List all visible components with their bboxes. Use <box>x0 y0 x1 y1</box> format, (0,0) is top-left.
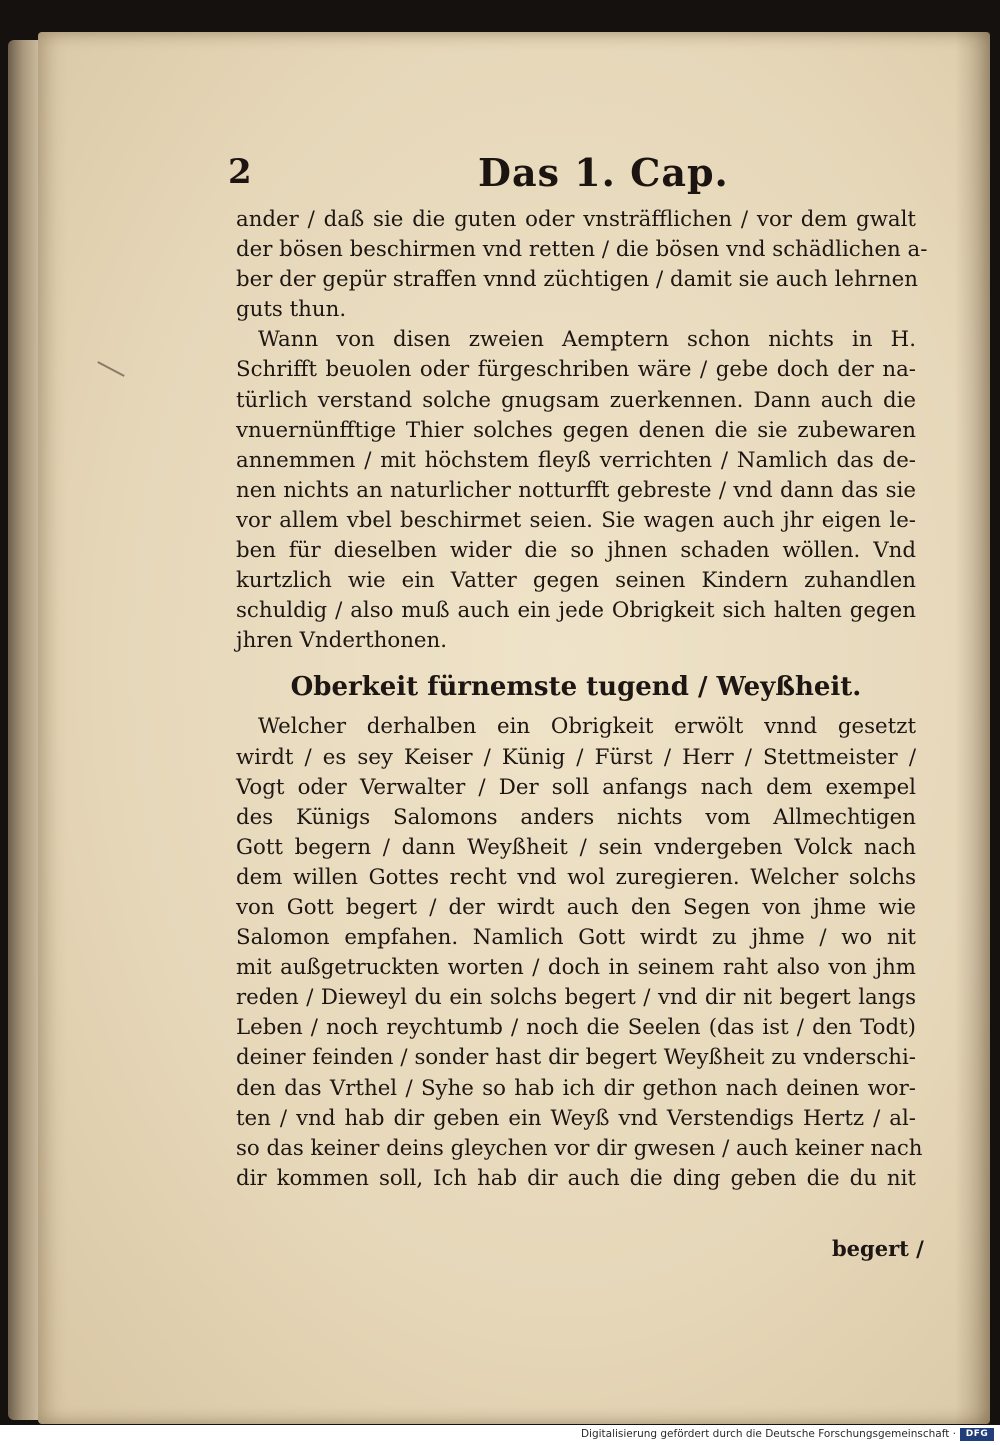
text-line: schuldig / also muß auch ein jede Obrigkeit sich halten gegen <box>236 598 916 624</box>
text-line: ander / daß sie die guten oder vnsträfflichen / vor dem gwalt <box>236 207 916 232</box>
text-line: Salomon empfahen. Namlich Gott wirdt zu jhme / wo nit <box>236 925 916 951</box>
text-line: der bösen beschirmen vnd retten / die bösen vnd schädlichen a- <box>236 237 928 263</box>
text-line: vnuernünfftige Thier solches gegen denen die sie zubewaren <box>236 417 916 443</box>
section-heading: Oberkeit fürnemste tugend / Weyßheit. <box>290 672 862 703</box>
text-line: den das Vrthel / Syhe so hab ich dir gethon nach deinen wor- <box>236 1075 916 1101</box>
text-line: kurtzlich wie ein Vatter gegen seinen Kindern zuhandlen <box>236 568 916 594</box>
text-line: nen nichts an naturlicher notturfft gebreste / vnd dann das sie <box>236 477 916 503</box>
text-line: dem willen Gottes recht vnd wol zuregieren. Welcher solchs <box>236 864 916 890</box>
text-line: von Gott begert / der wirdt auch den Segen von jhme wie <box>236 894 916 920</box>
text-line: reden / Dieweyl du ein solchs begert / vnd dir nit begert langs <box>236 985 916 1011</box>
text-line: dir kommen soll, Ich hab dir auch die ding geben die du nit <box>236 1165 916 1191</box>
text-line: vor allem vbel beschirmet seien. Sie wagen auch jhr eigen le- <box>236 507 916 533</box>
text-line: ben für dieselben wider die so jhnen schaden wöllen. Vnd <box>236 538 916 564</box>
text-line: mit außgetruckten worten / doch in seinem raht also von jhm <box>236 955 916 981</box>
catchword: begert / <box>832 1236 924 1261</box>
text-line: des Künigs Salomons anders nichts vom Allmechtigen <box>236 804 916 830</box>
page-header <box>228 152 918 202</box>
funding-credit: Digitalisierung gefördert durch die Deutsche Forschungsgemeinschaft · <box>580 1428 956 1440</box>
text-line: Vogt oder Verwalter / Der soll anfangs nach dem exempel <box>236 774 916 800</box>
text-line: türlich verstand solche gnugsam zuerkennen. Dann auch die <box>236 387 916 413</box>
page-number: 2 <box>228 152 252 192</box>
text-line: Schrifft beuolen oder fürgeschriben wäre / gebe doch der na- <box>236 357 916 383</box>
text-line: ber der gepür straffen vnnd züchtigen / damit sie auch lehrnen <box>236 267 918 293</box>
text-line: Welcher derhalben ein Obrigkeit erwölt vnnd gesetzt <box>258 714 916 740</box>
text-line: Wann von disen zweien Aemptern schon nichts in H. <box>258 327 916 353</box>
text-line: ten / vnd hab dir geben ein Weyß vnd Verstendigs Hertz / al- <box>236 1105 916 1131</box>
gutter-shadow <box>955 32 990 1424</box>
text-block <box>236 205 928 1194</box>
text-line: Leben / noch reychtumb / noch die Seelen (das ist / den Todt) <box>236 1015 916 1041</box>
footer-bar <box>0 1425 1000 1445</box>
running-head: Das 1. Cap. <box>478 150 729 195</box>
dfg-logo-icon: DFG <box>960 1428 994 1441</box>
text-line: so das keiner deins gleychen vor dir gwesen / auch keiner nach <box>236 1135 923 1161</box>
text-line: jhren Vnderthonen. <box>236 628 448 654</box>
text-line: deiner feinden / sonder hast dir begert Weyßheit zu vnderschi- <box>236 1045 916 1071</box>
text-line: annemmen / mit höchstem fleyß verrichten / Namlich das de- <box>236 447 916 473</box>
text-line: wirdt / es sey Keiser / Künig / Fürst / Herr / Stettmeister / <box>236 744 916 770</box>
text-line: guts thun. <box>236 297 347 323</box>
text-line: Gott begern / dann Weyßheit / sein vndergeben Volck nach <box>236 834 916 860</box>
